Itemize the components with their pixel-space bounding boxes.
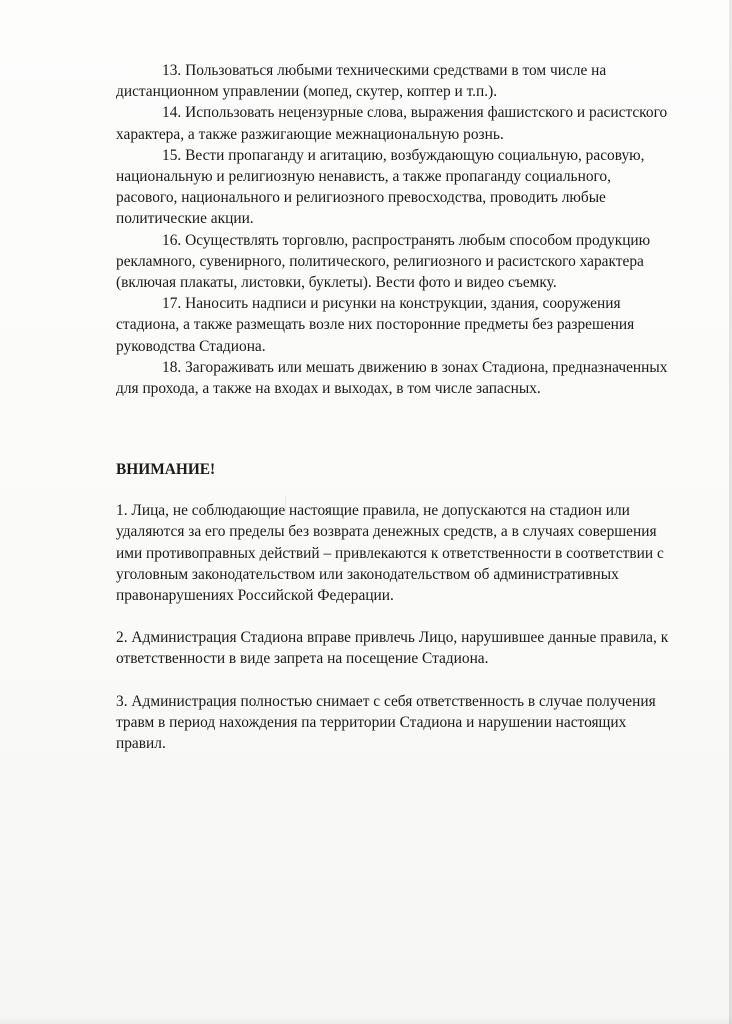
rule-13: 13. Пользоваться любыми техническими средствами в том числе на дистанционном управлении (мопед, скутер, коптер и т.п.). bbox=[116, 62, 607, 101]
warning-note-3: 3. Администрация полностью снимает с себя ответственность в случае получения травм в период нахождения па территории Стадиона и нарушении настоящих правил. bbox=[116, 692, 656, 753]
scan-artifact bbox=[285, 496, 286, 514]
rule-18: 18. Загораживать или мешать движению в зонах Стадиона, предназначенных для прохода, а также на входах и выходах, в том числе запасных. bbox=[116, 358, 668, 398]
warning-note-2: 2. Администрация Стадиона вправе привлечь Лицо, нарушившее данные правила, к ответственности в виде запрета на посещение Стадиона. bbox=[116, 629, 669, 668]
rule-15: 15. Вести пропаганду и агитацию, возбуждающую социальную, расовую, национальную и религиозную ненависть, а также пропаганду социального, расового, национального и религиозного превосходства, проводить любые политические акции. bbox=[116, 146, 645, 228]
warning-note-1: 1. Лица, не соблюдающие настоящие правила, не допускаются на стадион или удаляются за его пределы без возврата денежных средств, а в случаях совершения ими противоправных действий – привлекаются к ответственности в соответствии с уголовным законодательством или законодательством об административных правонарушениях Российской Федерации. bbox=[116, 502, 664, 605]
warning-heading: ВНИМАНИЕ! bbox=[116, 461, 216, 479]
scan-bottom-shadow bbox=[0, 1016, 732, 1024]
rule-16: 16. Осуществлять торговлю, распространять любым способом продукцию рекламного, сувенирного, политического, религиозного и расистского характера (включая плакаты, листовки, буклеты). Вести фото и видео съемку. bbox=[116, 231, 651, 292]
document-body bbox=[116, 60, 676, 754]
rule-14: 14. Использовать нецензурные слова, выражения фашистского и расистского характера, а также разжигающие межнациональную рознь. bbox=[116, 104, 668, 143]
rule-17: 17. Наносить надписи и рисунки на конструкции, здания, сооружения стадиона, а также размещать возле них посторонние предметы без разрешения руководства Стадиона. bbox=[116, 295, 635, 355]
